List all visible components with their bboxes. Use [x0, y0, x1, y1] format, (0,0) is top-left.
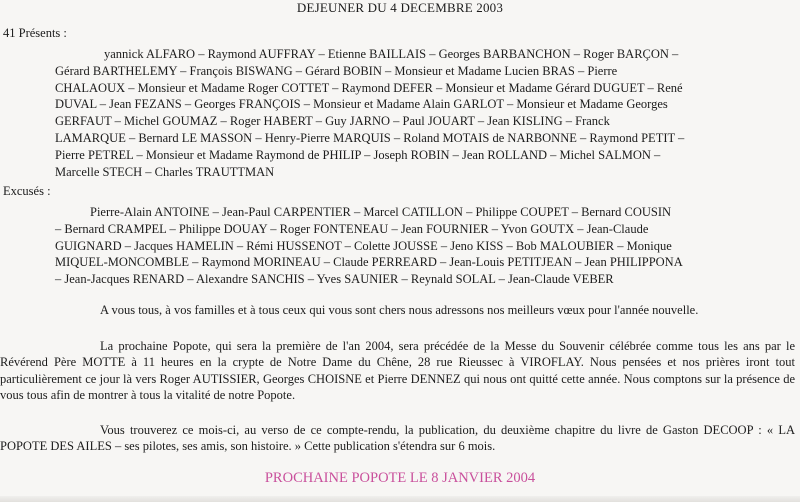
excused-line: Pierre-Alain ANTOINE – Jean-Paul CARPENTIER – Marcel CATILLON – Philippe COUPET – Bernard COUSIN [90, 205, 672, 219]
present-line: yannick ALFARO – Raymond AUFFRAY – Etienne BAILLAIS – Georges BARBANCHON – Roger BARÇON – [104, 47, 679, 61]
present-line: Pierre PETREL – Monsieur et Madame Raymond de PHILIP – Joseph ROBIN – Jean ROLLAND – Michel SALMON – [55, 147, 661, 162]
next-popote-banner: PROCHAINE POPOTE LE 8 JANVIER 2004 [264, 470, 536, 486]
paragraph-publication: Vous trouverez ce mois-ci, au verso de ce compte-rendu, la publication, du deuxième chapitre du livre de Gaston DECOOP : « LA POPOTE DES AILES – ses pilotes, ses amis, son histoire. » Cette publication s'étendra sur 6 mois. [0, 423, 795, 454]
excused-line: MIQUEL-MONCOMBLE – Raymond MORINEAU – Claude PERREARD – Jean-Louis PETITJEAN – Jean PHILIPPONA [55, 255, 683, 270]
scan-bottom-edge [0, 496, 800, 502]
excused-line: – Bernard CRAMPEL – Philippe DOUAY – Roger FONTENEAU – Jean FOURNIER – Yvon GOUTX – Jean-Claude [55, 221, 649, 236]
document-title: DEJEUNER DU 4 DECEMBRE 2003 [296, 0, 504, 15]
paragraph-wishes: A vous tous, à vos familles et à tous ceux qui vous sont chers nous adressons nos meilleurs vœux pour l'année nouvelle. [100, 303, 699, 317]
present-line: CHALAOUX – Monsieur et Madame Roger COTTET – Raymond DEFER – Monsieur et Madame Gérard DUGUET – René [55, 80, 683, 95]
excused-line: – Jean-Jacques RENARD – Alexandre SANCHIS – Yves SAUNIER – Reynald SOLAL – Jean-Claude VEBER [55, 272, 614, 287]
present-label: 41 Présents : [3, 26, 67, 40]
excused-label: Excusés : [3, 184, 51, 198]
present-line: Marcelle STECH – Charles TRAUTTMAN [55, 164, 275, 179]
excused-list [0, 204, 796, 288]
present-line: Gérard BARTHELEMY – François BISWANG – Gérard BOBIN – Monsieur et Madame Lucien BRAS – Pierre [55, 63, 618, 78]
present-line: GERFAUT – Michel GOUMAZ – Roger HABERT – Guy JARNO – Paul JOUART – Jean KISLING – Franck [55, 114, 610, 129]
present-line: DUVAL – Jean FEZANS – Georges FRANÇOIS – Monsieur et Madame Alain GARLOT – Monsieur et Madame Georges [55, 97, 668, 112]
present-list [0, 46, 796, 180]
present-line: LAMARQUE – Bernard LE MASSON – Henry-Pierre MARQUIS – Roland MOTAIS de NARBONNE – Raymond PETIT – [55, 130, 685, 145]
paragraph-next-popote: La prochaine Popote, qui sera la première de l'an 2004, sera précédée de la Messe du Souvenir célébrée comme tous les ans par le Révérend Père MOTTE à 11 heures en la crypte de Notre Dame du Chêne, 28 rue Rieussec à VIROFLAY. Nous pensées et nos prières iront tout particulièrement ce jour là vers Roger AUTISSIER, Georges CHOISNE et Pierre DENNEZ qui nous ont quitté cette année. Nous comptons sur la présence de vous tous afin de montrer à tous la vitalité de notre Popote. [0, 339, 795, 402]
excused-line: GUIGNARD – Jacques HAMELIN – Rémi HUSSENOT – Colette JOUSSE – Jeno KISS – Bob MALOUBIER – Monique [55, 238, 672, 253]
